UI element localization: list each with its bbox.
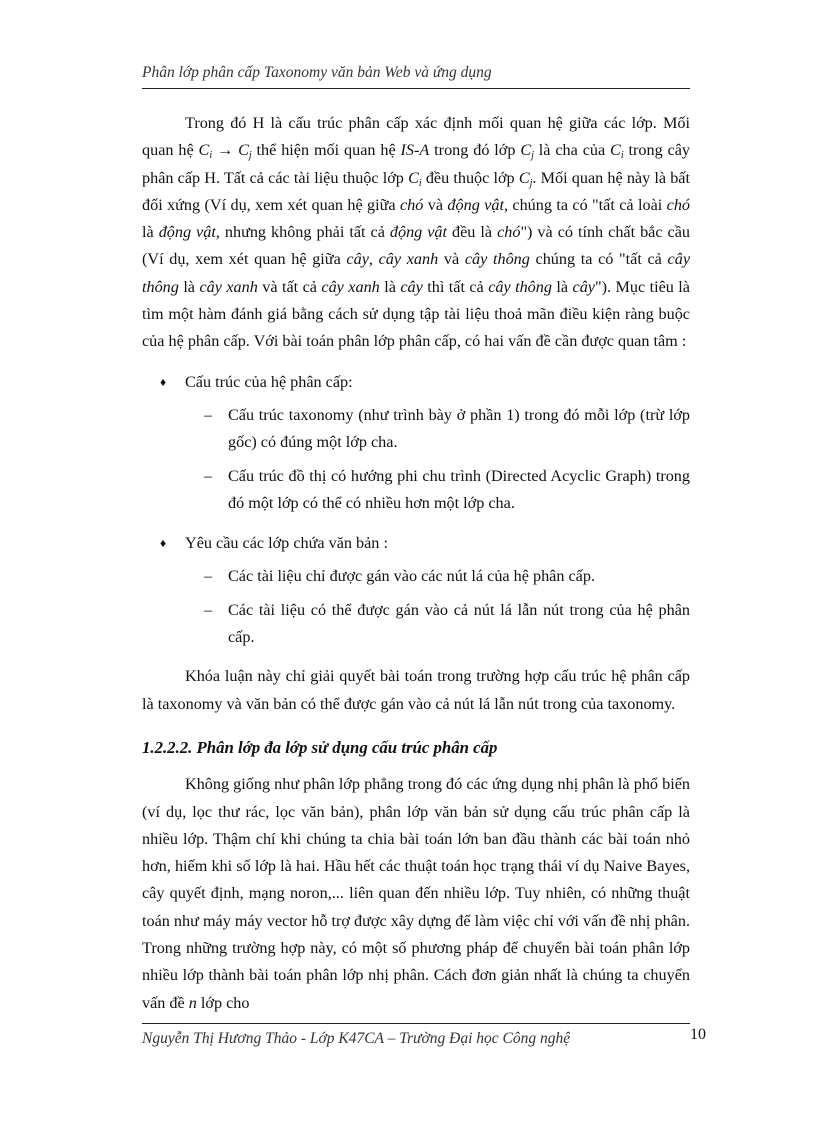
- paragraph-scope: Khóa luận này chỉ giải quyết bài toán trong trường hợp cấu trúc hệ phân cấp là taxonomy và văn bản có thể được gán vào cả nút lá lẫn nút trong của taxonomy.: [142, 667, 690, 713]
- page-content: [142, 110, 690, 1017]
- section-heading: 1.2.2.2. Phân lớp đa lớp sử dụng cấu trúc phân cấp: [142, 737, 498, 757]
- diamond-bullet-icon: ♦: [160, 374, 167, 389]
- dash-bullet-icon: –: [204, 466, 213, 485]
- dash-item: – Cấu trúc đồ thị có hướng phi chu trình (Directed Acyclic Graph) trong đó một lớp có thể có nhiều hơn một lớp cha.: [142, 463, 690, 518]
- bullet-item: ♦ Yêu cầu các lớp chứa văn bản :: [142, 530, 690, 557]
- footer-divider: [142, 1023, 690, 1024]
- paragraph-multiclass: Không giống như phân lớp phẳng trong đó các ứng dụng nhị phân là phổ biến (ví dụ, lọc thư rác, lọc văn bản), phân lớp văn bản sử dụng cấu trúc phân cấp là nhiều lớp. Thậm chí khi chúng ta chia bài toán lớn ban đầu thành các bài toán nhỏ hơn, hiếm khi số lớp là hai. Hầu hết các thuật toán học trạng thái ví dụ Naive Bayes, cây quyết định, mạng noron,... liên quan đến nhiều lớp. Tuy nhiên, có những thuật toán như máy máy vector hỗ trợ được xây dựng để làm việc chỉ với vấn đề nhị phân. Trong những trường hợp này, có một số phương pháp để chuyển bài toán phân lớp nhiều lớp thành bài toán phân lớp nhị phân. Cách đơn giản nhất là chúng ta chuyển vấn đề n lớp cho: [142, 775, 690, 1012]
- dash-item: – Các tài liệu chỉ được gán vào các nút lá của hệ phân cấp.: [142, 563, 690, 590]
- dash-item: – Cấu trúc taxonomy (như trình bày ở phần 1) trong đó mỗi lớp (trừ lớp gốc) có đúng một lớp cha.: [142, 402, 690, 457]
- running-header: Phân lớp phân cấp Taxonomy văn bản Web và ứng dụng: [142, 64, 492, 81]
- dash-bullet-icon: –: [204, 567, 213, 586]
- page-number: 10: [690, 1026, 706, 1043]
- bullet-item: ♦ Cấu trúc của hệ phân cấp:: [142, 369, 690, 396]
- dash-bullet-icon: –: [204, 600, 213, 619]
- footer-author: Nguyễn Thị Hương Thảo - Lớp K47CA – Trường Đại học Công nghệ: [142, 1030, 571, 1047]
- paragraph-hierarchy-definition: Trong đó H là cấu trúc phân cấp xác định mối quan hệ giữa các lớp. Mối quan hệ $C_i \to C_j$ thể hiện mối quan hệ IS-A trong đó lớp $C_j$ là cha của $C_i$ trong cây phân cấp H. Tất cả các tài liệu thuộc lớp $C_i$ đều thuộc lớp $C_j$. Mối quan hệ này là bất đối xứng (Ví dụ, xem xét quan hệ giữa chó và động vật, chúng ta có "tất cả loài chó là động vật, nhưng không phải tất cả động vật đều là chó") và có tính chất bắc cầu (Ví dụ, xem xét quan hệ giữa cây, cây xanh và cây thông chúng ta có "tất cả cây thông là cây xanh và tất cả cây xanh là cây thì tất cả cây thông là cây"). Mục tiêu là tìm một hàm đánh giá bằng cách sử dụng tập tài liệu thoả mãn điều kiện ràng buộc của hệ phân cấp. Với bài toán phân lớp phân cấp, có hai vấn đề cần được quan tâm :: [142, 114, 691, 351]
- header-divider: [142, 88, 690, 89]
- dash-item: – Các tài liệu có thể được gán vào cả nút lá lẫn nút trong của hệ phân cấp.: [142, 597, 690, 652]
- dash-bullet-icon: –: [204, 405, 213, 424]
- diamond-bullet-icon: ♦: [160, 536, 167, 551]
